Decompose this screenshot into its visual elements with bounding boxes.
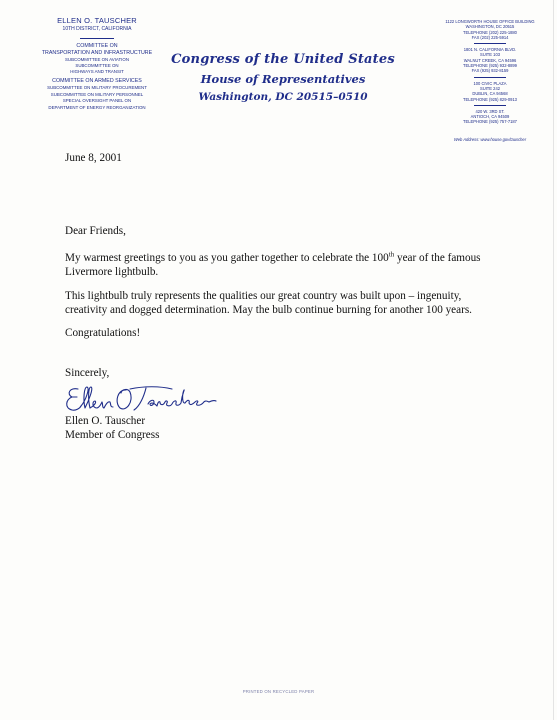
paragraph-3: Congratulations! xyxy=(65,327,141,339)
office-dc xyxy=(430,19,550,40)
sender-district: 10TH DISTRICT, CALIFORNIA xyxy=(62,26,132,32)
committee-title: COMMITTEE ON ARMED SERVICES xyxy=(52,78,142,84)
salutation: Dear Friends, xyxy=(65,225,126,237)
divider xyxy=(474,43,506,44)
office-line: 1122 LONGWORTH HOUSE OFFICE BUILDING xyxy=(445,19,535,24)
office-line: SUITE 242 xyxy=(479,85,501,91)
office-line: WALNUT CREEK, CA 94596 xyxy=(463,57,517,63)
letterhead-congress: Congress of the United States xyxy=(171,52,395,67)
handwritten-signature xyxy=(64,380,244,418)
recycled-paper-note: PRINTED ON RECYCLED PAPER xyxy=(242,689,315,694)
paragraph-1-text: My warmest greetings to you as you gather together to celebrate the 100 xyxy=(65,252,389,264)
paragraph-1-text-end: year of the famous Livermore lightbulb. xyxy=(65,252,481,278)
letterhead-address: Washington, DC 20515–0510 xyxy=(198,91,368,103)
office-line: ANTIOCH, CA 94509 xyxy=(470,114,510,120)
office-line: TELEPHONE (925) 829-0913 xyxy=(463,96,517,102)
office-line: 100 CIVIC PLAZA xyxy=(473,80,507,86)
signer-name: Ellen O. Tauscher xyxy=(65,415,146,427)
office-line: DUBLIN, CA 94568 xyxy=(472,91,508,97)
web-address: Web Address: www.house.gov/tauscher xyxy=(453,136,527,142)
office-line: 1801 N. CALIFORNIA BLVD. xyxy=(463,47,517,53)
office-line: TELEPHONE (925) 932-8899 xyxy=(463,63,517,69)
office-antioch xyxy=(430,109,550,125)
office-line: WASHINGTON, DC 20515 xyxy=(465,24,515,30)
closing: Sincerely, xyxy=(65,367,110,379)
committee-column xyxy=(22,16,172,111)
letter-date: June 8, 2001 xyxy=(65,152,122,164)
office-line: TELEPHONE (925) 757-7187 xyxy=(463,119,517,125)
subcommittee: DEPARTMENT OF ENERGY REORGANIZATION xyxy=(48,104,146,110)
office-line: TELEPHONE (202) 225-1880 xyxy=(463,29,517,35)
subcommittee: SUBCOMMITTEE ON xyxy=(75,63,119,68)
office-line: 420 W. 3RD ST. xyxy=(475,108,505,114)
office-line: SUITE 103 xyxy=(479,52,501,58)
paragraph-2: This lightbulb truly represents the qualities our great country was built upon – ingenuity, creativity and dogged determination. May the bulb continue burning for another 100 years. xyxy=(65,290,472,316)
divider xyxy=(474,105,506,106)
page-edge xyxy=(553,0,554,720)
office-line: FAX (202) 225-5914 xyxy=(471,34,509,40)
divider xyxy=(80,38,114,39)
paragraph-1 xyxy=(65,251,505,279)
signer-title: Member of Congress xyxy=(65,429,160,441)
sender-name: ELLEN O. TAUSCHER xyxy=(57,16,137,25)
office-line: FAX (925) 932-8159 xyxy=(471,68,509,74)
subcommittee: SUBCOMMITTEE ON MILITARY PERSONNEL xyxy=(50,91,144,97)
subcommittee: SUBCOMMITTEE ON MILITARY PROCUREMENT xyxy=(47,85,147,90)
committee-title: COMMITTEE ON xyxy=(76,43,118,49)
ordinal-suffix: th xyxy=(388,250,395,259)
letterhead-house: House of Representatives xyxy=(200,72,366,86)
subcommittee: SUBCOMMITTEE ON AVIATION xyxy=(65,57,129,62)
committee-title: TRANSPORTATION AND INFRASTRUCTURE xyxy=(41,50,153,56)
office-dublin xyxy=(430,81,550,102)
subcommittee: SPECIAL OVERSIGHT PANEL ON xyxy=(62,98,132,103)
subcommittee: HIGHWAYS AND TRANSIT xyxy=(70,69,124,74)
office-column xyxy=(430,19,550,142)
letterhead-title xyxy=(168,52,398,103)
divider xyxy=(474,77,506,78)
office-walnut-creek xyxy=(430,47,550,73)
